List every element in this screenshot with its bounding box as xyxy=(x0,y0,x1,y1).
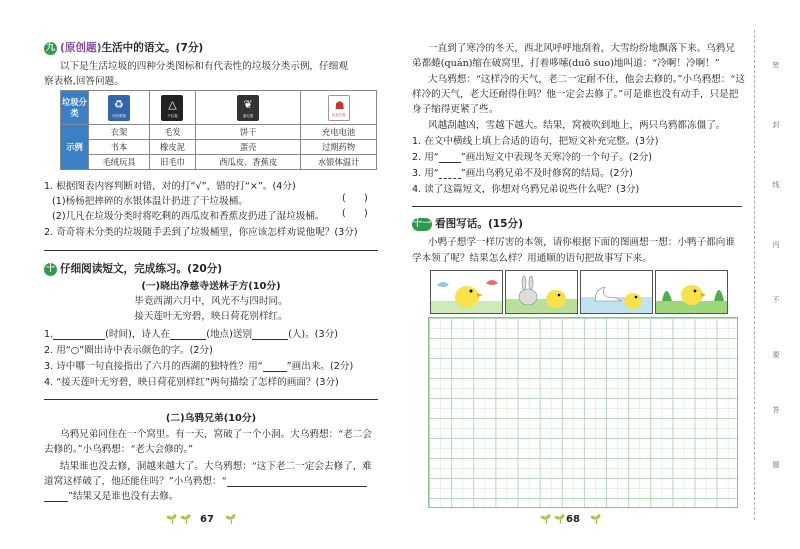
leaf-icon: 🌱 xyxy=(590,515,602,525)
table-cell: 书本 xyxy=(89,140,150,155)
story-paragraph-1a: 乌鸦兄弟同住在一个窝里。有一天，窝破了一个小洞。大乌鸦想：“老二会 xyxy=(60,429,372,440)
story-paragraph-2b: 道窝这样破了，他还能住吗？”小乌鸦想：“ xyxy=(44,473,367,487)
picture-panel-4 xyxy=(655,270,728,314)
poem-title: (一)晓出净慈寺送林子方(10分) xyxy=(141,281,281,292)
table-cell: 充电电池 xyxy=(301,125,377,140)
table-cell: 橡皮泥 xyxy=(149,140,195,155)
duckling-with-bird-illustration xyxy=(431,271,503,314)
section-11-prompt-1: 小鸭子想学一样厉害的本领，请你根据下面的图画想一想：小鸭子都向谁 xyxy=(428,237,735,248)
recyclable-icon: ♻ 可回收物 xyxy=(108,95,130,121)
picture-panel-3 xyxy=(580,270,653,314)
answer-line[interactable] xyxy=(412,206,742,207)
q9-question-1: 1. 根据图表内容判断对错，对的打“√”，错的打“×”。(4分) xyxy=(44,181,296,192)
table-cell: 西瓜皮、香蕉皮 xyxy=(196,155,301,170)
section-11-prompt-2: 学本领了呢？结果怎么样？用通顺的语句把故事写下来。 xyxy=(412,253,652,264)
story-paragraph-5: 风越刮越凶，雪越下越大。结果，窝被吹到地上，两只乌鸦都冻僵了。 xyxy=(428,120,726,131)
section-9-intro-2: 察表格,回答问题。 xyxy=(44,76,124,87)
section-10-title: 仔细阅读短文，完成练习。(20分) xyxy=(60,263,223,275)
section-10-badge: 十 xyxy=(45,263,55,274)
original-tag: (原创题) xyxy=(60,42,102,54)
q9-question-1b: (2)几凡在垃圾分类时将吃剩的西瓜皮和香蕉皮扔进了湿垃圾桶。 xyxy=(52,211,325,222)
poem-line-2: 接天莲叶无穷碧，映日荷花别样红。 xyxy=(134,311,288,322)
leaf-icon: 🌱 🌱 xyxy=(166,515,192,525)
dry-waste-icon: △ 干垃圾 xyxy=(161,95,183,121)
duckling-with-swan-illustration xyxy=(581,271,653,314)
poem-line-1: 毕竟西湖六月中，风光不与四时同。 xyxy=(134,296,288,307)
table-cell: 蛋壳 xyxy=(196,140,301,155)
binding-margin-notice: 密 封 线 内 不 要 答 题 xyxy=(772,61,780,469)
q10-question-1: 1. (时间)，诗人在 (地点)送别 (人)。(3分) xyxy=(44,329,338,340)
q10-question-2: 2. 用“○”圈出诗中表示颜色的字。(2分) xyxy=(44,345,213,356)
table-cell: 饼干 xyxy=(196,125,301,140)
duckling-with-rabbit-illustration xyxy=(506,271,578,314)
page-number: 67 xyxy=(200,514,214,525)
picture-panel-2 xyxy=(505,270,578,314)
table-cell: 旧毛巾 xyxy=(149,155,195,170)
table-cell: 衣架 xyxy=(89,125,150,140)
duckling-alone-illustration xyxy=(656,271,728,314)
section-11-heading xyxy=(412,216,523,231)
q9-question-1a: (1)杨杨把摔碎的水银体温计扔进了干垃圾桶。 xyxy=(52,196,248,207)
q-right-2: 2. 用“ ”画出短文中表现冬天寒冷的一个句子。(2分) xyxy=(412,152,653,163)
q9-question-2: 2. 奇奇将未分类的垃圾随手丢到了垃圾桶里，你应该怎样劝说他呢？(3分) xyxy=(44,227,358,238)
section-9-badge: 九 xyxy=(45,42,55,53)
table-cell: 水银体温计 xyxy=(301,155,377,170)
leaf-icon: 🌱 xyxy=(225,515,237,525)
story-paragraph-3a: 一直到了寒冷的冬天，西北风呼呼地刮着，大雪纷纷地飘落下来。乌鸦兄 xyxy=(428,43,735,54)
section-9-title: 生活中的语文。(7分) xyxy=(101,42,204,54)
story-paragraph-4a: 大乌鸦想：“这样冷的天气，老二一定耐不住，他会去修的。”小乌鸦想：“这 xyxy=(428,74,745,85)
q10-question-3: 3. 诗中哪一句直接指出了六月的西湖的独特性？用“ ”画出来。(2分) xyxy=(44,361,354,372)
section-9-intro-1: 以下是生活垃圾的四种分类图标和有代表性的垃圾分类示例，仔细观 xyxy=(60,61,348,72)
writing-grid[interactable] xyxy=(428,317,738,508)
table-cell: 过期药物 xyxy=(301,140,377,155)
story-paragraph-1b: 去修的。”小乌鸦想：“老大会修的。” xyxy=(44,444,194,455)
q-right-4: 4. 读了这篇短文，你想对乌鸦兄弟说些什么呢？(3分) xyxy=(412,184,640,195)
story-title: (二)乌鸦兄弟(10分) xyxy=(165,413,257,424)
table-cell: 毛绒玩具 xyxy=(89,155,150,170)
story-paragraph-2c: ”结果又是谁也没有去修。 xyxy=(44,488,178,502)
leaf-icon: 🌱 🌱 xyxy=(540,515,566,525)
q-right-3: 3. 用“ ”画出乌鸦兄弟不及时修窝的结局。(2分) xyxy=(412,168,633,179)
answer-paren-1b[interactable]: ( ) xyxy=(342,208,368,219)
answer-paren-1a[interactable]: ( ) xyxy=(342,193,368,204)
q-right-1: 1. 在文中横线上填上合适的语句，把短文补充完整。(3分) xyxy=(412,136,659,147)
story-paragraph-3b: 弟都蜷(quán)缩在破窝里，打着哆嗦(duō suo)地叫道：“冷啊！冷啊！” xyxy=(412,58,720,69)
wet-waste-icon: ❦ 湿垃圾 xyxy=(237,95,259,121)
hazardous-waste-icon: ☗ 有害垃圾 xyxy=(328,95,350,121)
table-header-category: 垃圾分类 xyxy=(61,91,89,125)
story-paragraph-4c: 身子缩得更紧了些。 xyxy=(412,104,499,115)
binding-dashed-line xyxy=(754,30,755,520)
table-header-examples: 示例 xyxy=(61,125,89,170)
page-number: 68 xyxy=(566,514,580,525)
section-11-title: 看图写话。(15分) xyxy=(435,218,523,230)
table-cell: 毛发 xyxy=(149,125,195,140)
picture-panel-1 xyxy=(430,270,503,314)
section-11-badge: 十一 xyxy=(412,218,431,229)
q10-question-4: 4. “接天莲叶无穷碧，映日荷花别样红”两句描绘了怎样的画面？(3分) xyxy=(44,377,339,388)
story-paragraph-2a: 结果谁也没去修，洞越来越大了。大乌鸦想：“这下老二一定会去修了，难 xyxy=(60,461,372,472)
story-paragraph-4b: 样冷的天气，老大还耐得住吗？他一定会去修了。”可是谁也没有动手，只是把 xyxy=(412,89,739,100)
